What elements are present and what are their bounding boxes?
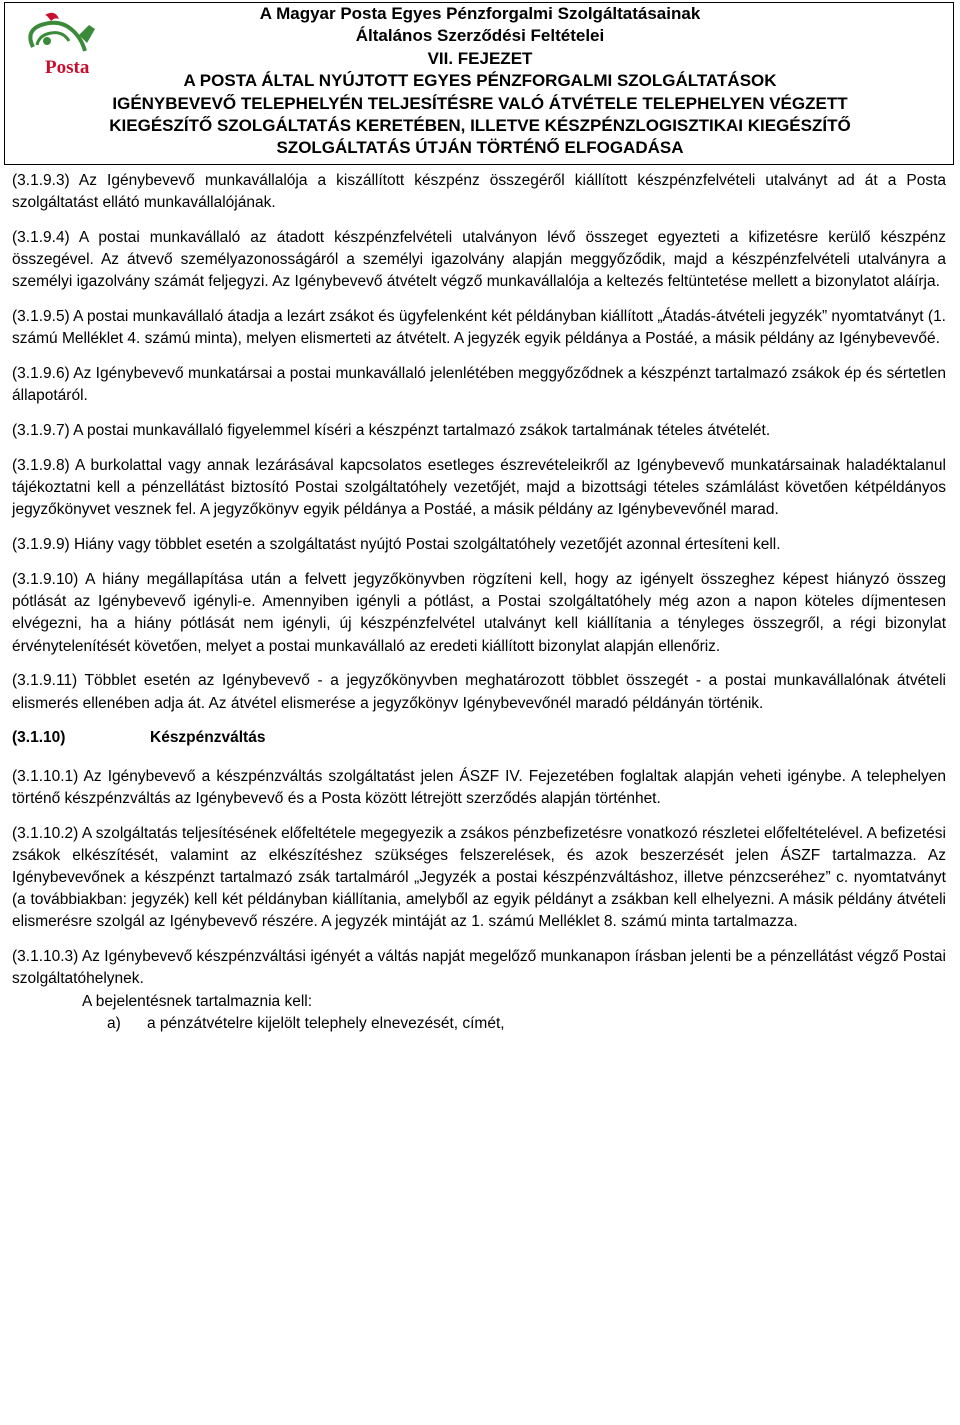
section-heading xyxy=(12,727,946,749)
header-line: VII. FEJEZET xyxy=(427,48,533,68)
paragraph-3-1-9-8: (3.1.9.8) A burkolattal vagy annak lezárásával kapcsolatos esetleges észrevételeikről az Igénybevevő munkatársainak haladéktalanul tájékoztatni kell a pénzellátást biztosító Postai szolgáltatóhely vezetőjét, majd a bizottsági tételes számlálást követően kétpéldányos jegyzőkönyvet vesznek fel. A jegyzőkönyv egyik példánya a Postáé, a másik példány az Igénybevevőnél marad. xyxy=(12,457,946,519)
header-line: KIEGÉSZÍTŐ SZOLGÁLTATÁS KERETÉBEN, ILLETVE KÉSZPÉNZLOGISZTIKAI KIEGÉSZÍTŐ xyxy=(109,116,851,136)
list-item xyxy=(107,1013,946,1035)
document-body xyxy=(12,170,946,1035)
paragraph-3-1-10-3: (3.1.10.3) Az Igénybevevő készpénzváltási igényét a váltás napját megelőző munkanapon írásban jelenti be a pénzellátást végző Postai szolgáltatóhelynek. xyxy=(12,948,946,988)
paragraph-3-1-9-6: (3.1.9.6) Az Igénybevevő munkatársai a postai munkavállaló jelenlétében meggyőződnek a készpénzt tartalmazó zsákok ép és sértetlen állapotáról. xyxy=(12,365,946,405)
section-number: (3.1.10) xyxy=(12,729,66,747)
header-line: A POSTA ÁLTAL NYÚJTOTT EGYES PÉNZFORGALMI SZOLGÁLTATÁSOK xyxy=(183,71,777,91)
paragraph-3-1-9-5: (3.1.9.5) A postai munkavállaló átadja a lezárt zsákot és ügyfelenként két példányban kiállított „Átadás-átvételi jegyzék” nyomtatványt (1. számú Melléklet 4. számú minta), melyen elismerteti az átvételt. A jegyzék egyik példánya a Postáé, a másik példány az Igénybevevőé. xyxy=(12,308,946,348)
paragraph-3-1-9-7: (3.1.9.7) A postai munkavállaló figyelemmel kíséri a készpénzt tartalmazó zsákok tartalmának tételes átvételét. xyxy=(12,422,771,440)
list-item-label: a) xyxy=(107,1014,121,1032)
header-line: SZOLGÁLTATÁS ÚTJÁN TÖRTÉNŐ ELFOGADÁSA xyxy=(276,138,684,158)
paragraph-3-1-9-3: (3.1.9.3) Az Igénybevevő munkavállalója a kiszállított készpénz összegéről kiállított készpénzfelvételi utalványt ad át a Posta szolgáltatást ellátó munkavállalójának. xyxy=(12,172,946,212)
header-line: A Magyar Posta Egyes Pénzforgalmi Szolgáltatásainak xyxy=(259,4,701,23)
header-line: Általános Szerződési Feltételei xyxy=(355,26,605,46)
paragraph-3-1-10-1: (3.1.10.1) Az Igénybevevő a készpénzváltás szolgáltatást jelen ÁSZF IV. Fejezetében foglaltak alapján veheti igénybe. A telephelyen történő készpénzváltás az Igénybevevő és a Posta között létrejött szerződés alapján történhet. xyxy=(12,767,946,807)
logo-text: Posta xyxy=(45,57,90,78)
paragraph-3-1-9-9: (3.1.9.9) Hiány vagy többlet esetén a szolgáltatást nyújtó Postai szolgáltatóhely vezetőjét azonnal értesíteni kell. xyxy=(12,536,781,554)
section-title: Készpénzváltás xyxy=(150,729,266,747)
header-line: IGÉNYBEVEVŐ TELEPHELYÉN TELJESÍTÉSRE VALÓ ÁTVÉTELE TELEPHELYEN VÉGZETT xyxy=(112,93,848,113)
paragraph-3-1-9-4: (3.1.9.4) A postai munkavállaló az átadott készpénzfelvételi utalványon lévő összeget egyezteti a kifizetésre kerülő készpénz összegével. Az átvevő személyazonosságáról a személyi igazolvány alapján meggyőződik, majd a készpénzfelvételi utalványra a személyi igazolvány számát feljegyzi. Az Igénybevevő átvételt végző munkavállalója a keltezés feltüntetése mellett a bizonylatot aláírja. xyxy=(12,229,946,291)
paragraph-3-1-10-2: (3.1.10.2) A szolgáltatás teljesítésének előfeltétele megegyezik a zsákos pénzbefizetésre vonatkozó részletei előfeltételével. A befizetési zsákok elkészítését, valamint az elkészítéshez szükséges felszerelések, és azok beszerzését jelen ÁSZF tartalmazza. Az Igénybevevőnek a készpénzt tartalmazó zsák tartalmáról „Jegyzék a postai készpénzváltáshoz, illetve pénzcseréhez” c. nyomtatványt (a továbbiakban: jegyzék) kell két példányban kiállítania, amelyből az egyik példányt a zsákban kell elhelyezni. A másik példány átvételi elismerésre szolgál az Igénybevevő részére. A jegyzék mintáját az 1. számú Melléklet 8. számú minta tartalmazza. xyxy=(12,824,946,931)
header-title xyxy=(0,3,960,160)
paragraph-3-1-9-10: (3.1.9.10) A hiány megállapítása után a felvett jegyzőkönyvben rögzíteni kell, hogy az igényelt összeghez képest hiányzó összeg pótlását az Igénybevevő igényli-e. Amennyiben igényli a pótlást, a Postai szolgáltatóhely még azon a napon köteles díjmentesen elvégezni, ha a hiány pótlását nem igényli, új készpénzfelvétel utalványt kell kiállítania a tényleges összegről, a régi bizonylat érvénytelenítését követően, melyet a postai munkavállaló az eredeti kiállított bizonylat alapján ellenőriz. xyxy=(12,571,946,655)
list-intro: A bejelentésnek tartalmaznia kell: xyxy=(82,992,313,1010)
list-item-text: a pénzátvételre kijelölt telephely elnevezését, címét, xyxy=(147,1014,505,1032)
paragraph-3-1-9-11: (3.1.9.11) Többlet esetén az Igénybevevő - a jegyzőkönyvben meghatározott többlet összegét - a postai munkavállalónak átvételi elismerés ellenében adja át. Az átvétel elismerése a jegyzőkönyv Igénybevevőnél maradó példányán történik. xyxy=(12,672,946,712)
